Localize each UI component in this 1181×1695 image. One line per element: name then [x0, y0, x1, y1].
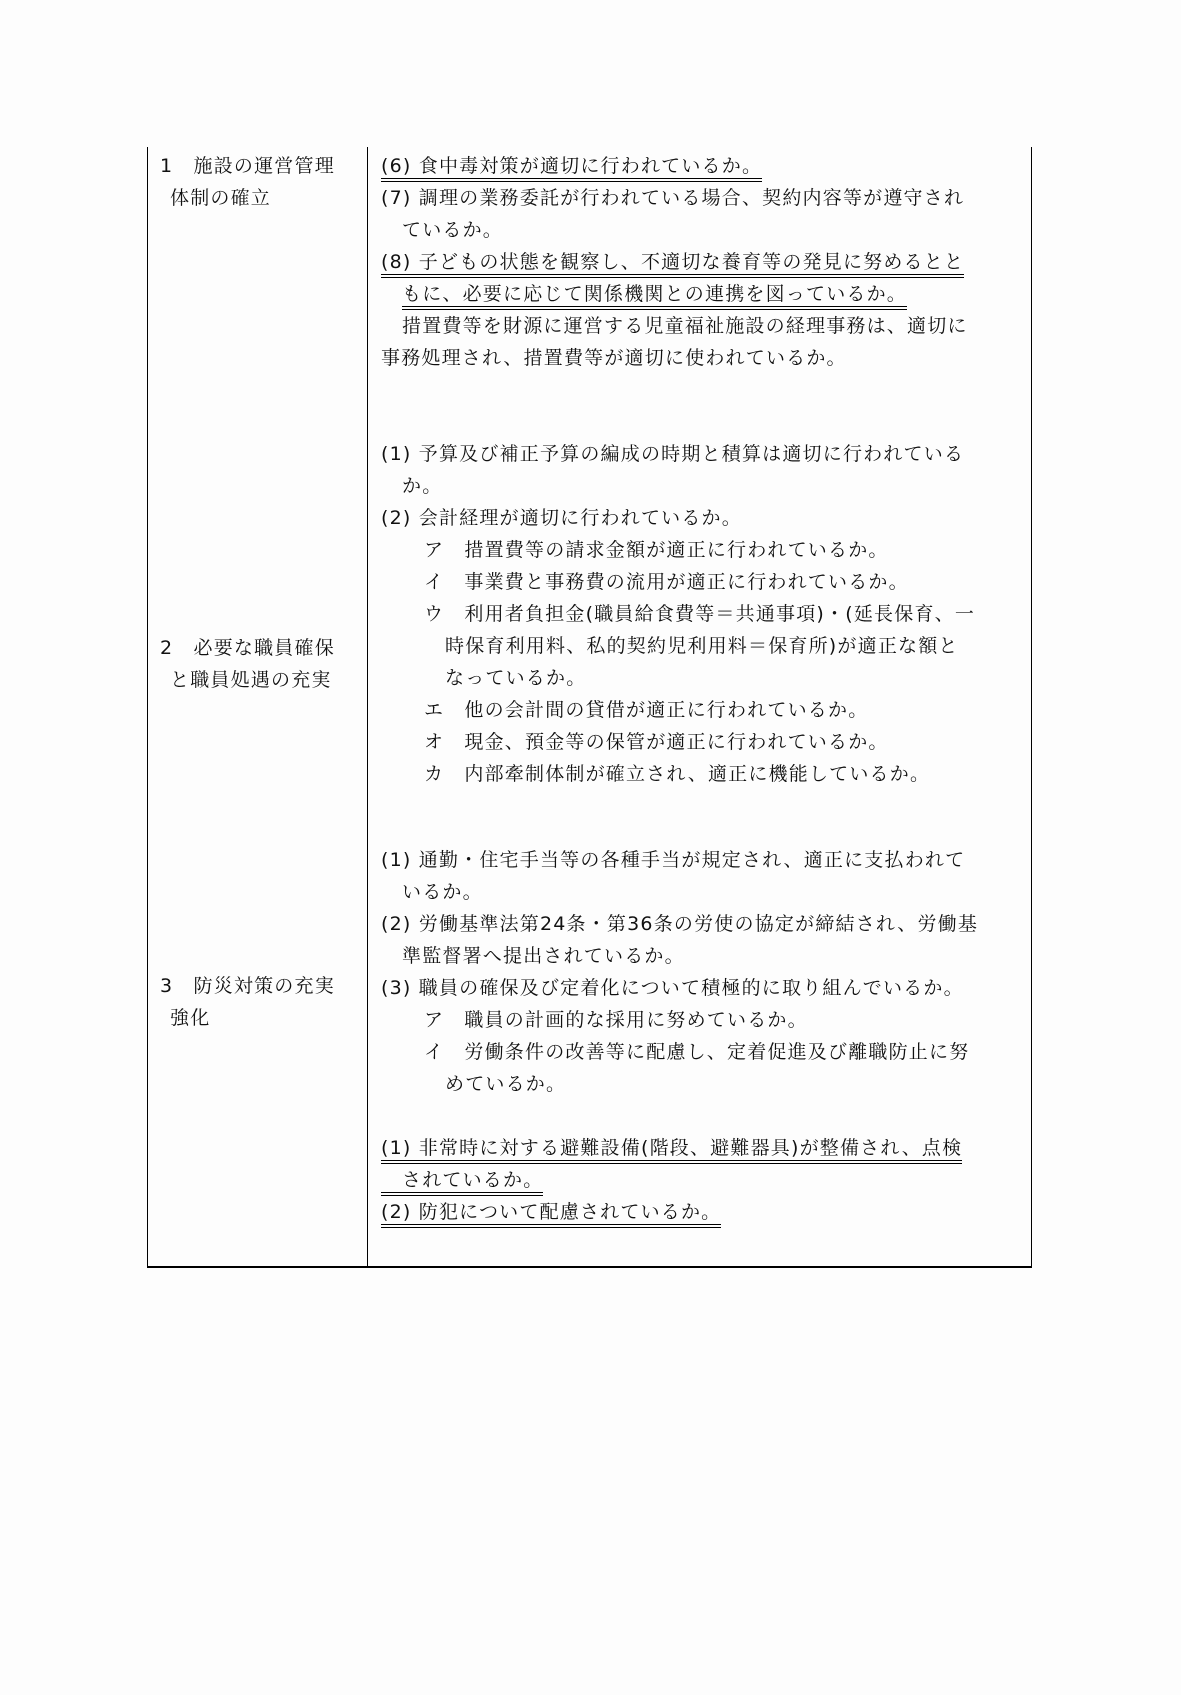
section-2-label: 2 必要な職員確保 — [160, 637, 335, 659]
budget-item-2: (2) 会計経理が適切に行われているか。 — [381, 507, 742, 529]
disaster-item-2: (2) 防犯について配慮されているか。 — [381, 1201, 721, 1228]
budget-sub-i: イ 事業費と事務費の流用が適正に行われているか。 — [424, 571, 909, 593]
staff-item-3: (3) 職員の確保及び定着化について積極的に取り組んでいるか。 — [381, 977, 964, 999]
accounting-intro: 措置費等を財源に運営する児童福祉施設の経理事務は、適切に — [402, 315, 968, 337]
section-3-label: 3 防災対策の充実 — [160, 975, 335, 997]
section-1-label-cont: 体制の確立 — [170, 187, 272, 209]
staff-item-2: (2) 労働基準法第24条・第36条の労使の協定が締結され、労働基 — [381, 913, 979, 935]
item-6-text: (6) 食中毒対策が適切に行われているか。 — [381, 155, 762, 182]
budget-item-1-cont: か。 — [402, 475, 443, 497]
budget-sub-u: ウ 利用者負担金(職員給食費等＝共通事項)・(延長保育、一 — [424, 603, 976, 625]
budget-sub-a: ア 措置費等の請求金額が適正に行われているか。 — [424, 539, 889, 561]
budget-item-1: (1) 予算及び補正予算の編成の時期と積算は適切に行われている — [381, 443, 965, 465]
section-1-label: 1 施設の運営管理 — [160, 155, 335, 177]
column-divider — [367, 147, 368, 1268]
item-7-text: (7) 調理の業務委託が行われている場合、契約内容等が遵守され — [381, 187, 965, 209]
budget-sub-e: エ 他の会計間の貸借が適正に行われているか。 — [424, 699, 869, 721]
staff-sub-a: ア 職員の計画的な採用に努めているか。 — [424, 1009, 808, 1031]
budget-sub-u-cont: 時保育利用料、私的契約児利用料＝保育所)が適正な額と — [445, 635, 959, 657]
budget-sub-ka: カ 内部牽制体制が確立され、適正に機能しているか。 — [424, 763, 931, 785]
section-3-label-cont: 強化 — [170, 1007, 211, 1029]
staff-sub-i-cont: めているか。 — [445, 1073, 567, 1095]
disaster-item-1-cont: されているか。 — [381, 1169, 543, 1196]
accounting-intro-cont: 事務処理され、措置費等が適切に使われているか。 — [381, 347, 847, 369]
budget-sub-o: オ 現金、預金等の保管が適正に行われているか。 — [424, 731, 889, 753]
staff-item-1-cont: いるか。 — [402, 881, 483, 903]
staff-item-2-cont: 準監督署へ提出されているか。 — [402, 945, 685, 967]
item-7-text-cont: ているか。 — [402, 219, 504, 241]
budget-sub-u-cont2: なっているか。 — [445, 667, 587, 689]
staff-sub-i: イ 労働条件の改善等に配慮し、定着促進及び離職防止に努 — [424, 1041, 970, 1063]
item-8-text-cont: もに、必要に応じて関係機関との連携を図っているか。 — [402, 283, 907, 310]
item-8-text: (8) 子どもの状態を観察し、不適切な養育等の発見に努めるとと — [381, 251, 964, 278]
section-2-label-cont: と職員処遇の充実 — [170, 669, 332, 691]
disaster-item-1: (1) 非常時に対する避難設備(階段、避難器具)が整備され、点検 — [381, 1137, 962, 1164]
staff-item-1: (1) 通勤・住宅手当等の各種手当が規定され、適正に支払われて — [381, 849, 966, 871]
